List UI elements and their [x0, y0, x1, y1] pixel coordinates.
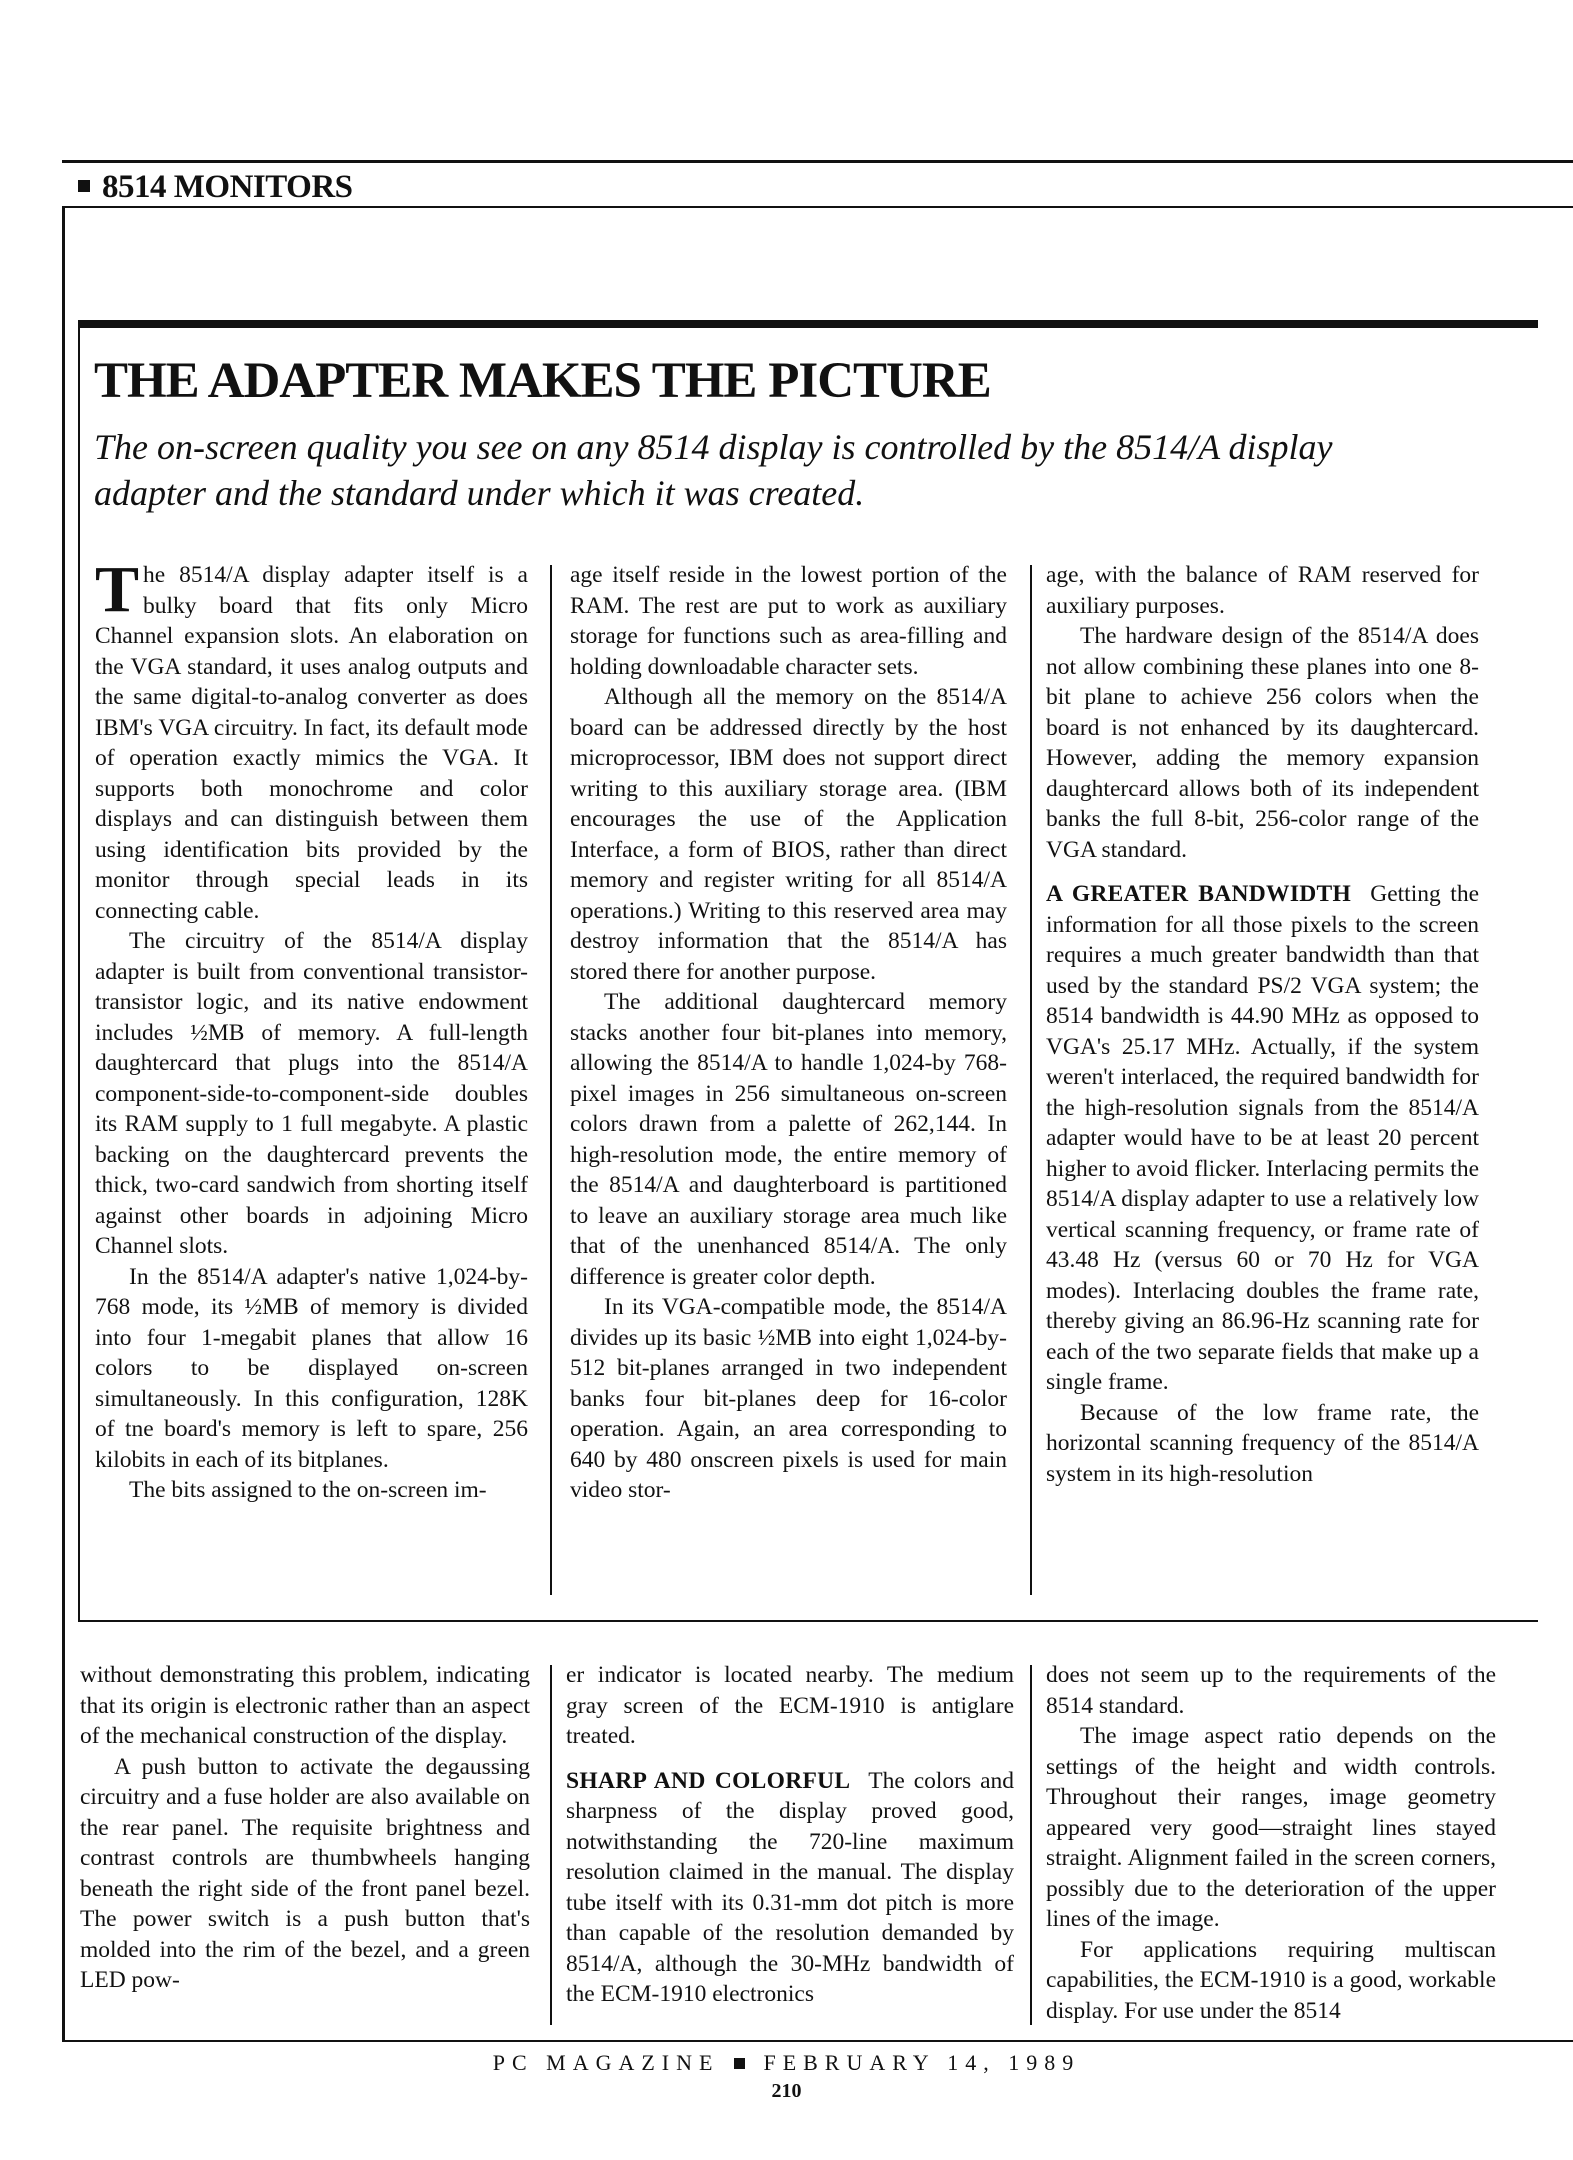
issue-date: FEBRUARY 14, 1989 — [763, 2050, 1081, 2075]
paragraph — [1046, 879, 1479, 1398]
footer-magazine-line — [0, 2050, 1573, 2076]
paragraph: er indicator is located nearby. The medium gray screen of the ECM-1910 is antiglare treated. — [566, 1662, 1014, 1749]
paragraph: does not seem up to the requirements of the 8514 standard. — [1046, 1662, 1496, 1719]
main-column-3 — [1046, 1660, 1496, 2030]
bottom-rule — [62, 2040, 1573, 2042]
subhead: A GREATER BANDWIDTH — [1046, 881, 1352, 907]
main-column-2 — [566, 1660, 1014, 2030]
magazine-name: PC MAGAZINE — [492, 2050, 720, 2075]
paragraph: age itself reside in the lowest portion of the RAM. The rest are put to work as auxiliary storage for functions such as area-filling and holding downloadable character sets. — [570, 562, 1007, 680]
paragraph-text: Getting the information for all those pixels to the screen requires a much greater bandwidth than that used by the standard PS/2 VGA system; the 8514 bandwidth is 44.90 MHz as opposed to VGA's 25.17 MHz. Actually, if the system weren't interlaced, the required bandwidth for the high-resolution signals from the 8514/A adapter would have to be at least 20 percent higher to avoid flicker. Interlacing permits the 8514/A display adapter to use a relatively low vertical scanning frequency, or frame rate of 43.48 Hz (versus 60 or 70 Hz for VGA modes). Interlacing doubles the frame rate, thereby giving an 86.96-Hz scanning rate for each of the two separate fields that make up a single frame. — [1046, 881, 1479, 1395]
paragraph: A push button to activate the degaussing circuitry and a fuse holder are also available on the rear panel. The requisite brightness and contrast controls are thumbwheels hanging beneath the right side of the front panel bezel. The power switch is a push button that's molded into the rim of the bezel, and a green LED pow- — [80, 1753, 530, 1993]
column-rule — [550, 565, 552, 1595]
sidebar-subtitle: The on-screen quality you see on any 8514 display is controlled by the 8514/A display adapter and the standard under which it was created. — [94, 427, 1333, 513]
paragraph: The circuitry of the 8514/A display adapter is built from conventional transistor-transistor logic, and its native endowment includes ½MB of memory. A full-length daughtercard that plugs into the 8514/A component-side-to-component-side doubles its RAM supply to 1 full megabyte. A plastic backing on the daughtercard prevents the thick, two-card sandwich from shorting itself against other boards in adjoining Micro Channel slots. — [95, 928, 528, 1259]
bullet-square-icon — [734, 2058, 745, 2069]
paragraph: Because of the low frame rate, the horizontal scanning frequency of the 8514/A system in its high-resolution — [1046, 1399, 1479, 1487]
column-rule — [1030, 565, 1032, 1595]
drop-cap: T — [95, 560, 140, 626]
paragraph — [566, 1766, 1014, 2010]
paragraph-text: he 8514/A display adapter itself is a bulky board that fits only Micro Channel expansion slots. An elaboration on the VGA standard, it uses analog outputs and the same digital-to-analog converter as does IBM's VGA circuitry. In fact, its default mode of operation exactly mimics the VGA. It supports both monochrome and color displays and can distinguish between them using identification bits provided by the monitor through special leads in its connecting cable. — [95, 562, 528, 924]
paragraph: In the 8514/A adapter's native 1,024-by-768 mode, its ½MB of memory is divided into four 1-megabit planes that allow 16 colors to be displayed on-screen simultaneously. In this configuration, 128K of tne board's memory is left to spare, 256 kilobits in each of its bitplanes. — [95, 1263, 528, 1473]
left-margin-rule — [62, 206, 65, 2041]
subhead: SHARP AND COLORFUL — [566, 1767, 851, 1794]
paragraph: The bits assigned to the on-screen im- — [129, 1477, 487, 1503]
section-label: 8514 MONITORS — [102, 169, 353, 205]
column-rule — [550, 1665, 552, 2025]
column-rule — [1030, 1665, 1032, 2025]
sidebar-column-2 — [570, 560, 1007, 1605]
paragraph: The image aspect ratio depends on the settings of the height and width controls. Throughout their ranges, image geometry appeared very good—straight lines stayed straight. Alignment failed in the screen corners, possibly due to the deterioration of the upper lines of the image. — [1046, 1723, 1496, 1932]
paragraph: age, with the balance of RAM reserved for auxiliary purposes. — [1046, 562, 1479, 619]
page-number: 210 — [771, 2080, 802, 2102]
paragraph — [95, 560, 528, 926]
sidebar-column-3 — [1046, 560, 1479, 1605]
sidebar-column-1 — [95, 560, 528, 1605]
paragraph: Although all the memory on the 8514/A board can be addressed directly by the host microprocessor, IBM does not support direct writing to this auxiliary storage area. (IBM encourages the use of the Application Interface, a form of BIOS, rather than direct memory and register writing for all 8514/A operations.) Writing to this reserved area may destroy information that the 8514/A has stored there for another purpose. — [570, 684, 1007, 985]
paragraph: The additional daughtercard memory stacks another four bit-planes into memory, allowing the 8514/A to handle 1,024-by 768-pixel images in 256 simultaneous on-screen colors drawn from a palette of 262,144. In high-resolution mode, the entire memory of the 8514/A and daughterboard is partitioned to leave an auxiliary storage area much like that of the unenhanced 8514/A. The only difference is greater color depth. — [570, 989, 1007, 1290]
section-header — [62, 160, 1573, 208]
main-column-1 — [80, 1660, 530, 2030]
paragraph: In its VGA-compatible mode, the 8514/A divides up its basic ½MB into eight 1,024-by-512 bit-planes arranged in two independent banks four bit-planes deep for 16-color operation. Again, an area corresponding to 640 by 480 onscreen pixels is used for main video stor- — [570, 1294, 1007, 1503]
paragraph: The hardware design of the 8514/A does not allow combining these planes into one 8-bit plane to achieve 256 colors when the board is not enhanced by its daughtercard. However, adding the memory expansion daughtercard allows both of its independent banks the full 8-bit, 256-color range of the VGA standard. — [1046, 623, 1479, 863]
sidebar-title: THE ADAPTER MAKES THE PICTURE — [94, 353, 991, 409]
bullet-square-icon — [78, 180, 90, 192]
paragraph: without demonstrating this problem, indicating that its origin is electronic rather than an aspect of the mechanical construction of the display. — [80, 1662, 530, 1749]
paragraph-text: The colors and sharpness of the display proved good, notwithstanding the 720-line maximum resolution claimed in the manual. The display tube itself with its 0.31-mm dot pitch is more than capable of the resolution demanded by 8514/A, although the 30-MHz bandwidth of the ECM-1910 electronics — [566, 1767, 1014, 2007]
paragraph: For applications requiring multiscan capabilities, the ECM-1910 is a good, workable display. For use under the 8514 — [1046, 1936, 1496, 2024]
